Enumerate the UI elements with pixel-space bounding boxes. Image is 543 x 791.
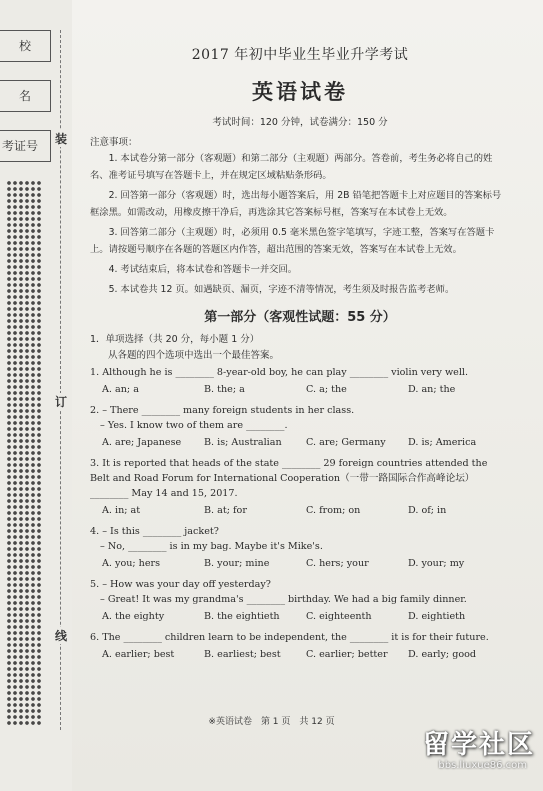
option-row <box>102 609 510 624</box>
section-instruction: 从各题的四个选项中选出一个最佳答案。 <box>108 350 280 361</box>
binding-mark-xian: 线 <box>55 629 68 643</box>
paper-title: 英语试卷 <box>252 79 348 104</box>
answer-option: D. early; good <box>408 649 477 660</box>
binding-mark-zhuang: 装 <box>55 132 68 146</box>
answer-option: C. are; Germany <box>306 437 386 448</box>
question-stem: 1. Although he is ________ 8-year-old boy, he can play ________ violin very well. <box>90 367 469 378</box>
option-row <box>102 382 510 397</box>
question-reply: – No, ________ is in my bag. Maybe it's Mike's. <box>100 541 323 552</box>
answer-option: B. earliest; best <box>204 649 281 660</box>
answer-option: B. your; mine <box>204 558 270 569</box>
question-item <box>90 403 510 450</box>
answer-option: A. the eighty <box>102 611 165 622</box>
answer-option: D. an; the <box>408 384 456 395</box>
notice-item: 1. 本试卷分第一部分（客观题）和第二部分（主观题）两部分。答卷前，考生务必将自己的姓名、准考证号填写在答题卡上，并在规定区域粘贴条形码。 <box>90 153 493 181</box>
name-field: 名 <box>0 80 51 112</box>
answer-option: A. you; hers <box>102 558 161 569</box>
answer-option: C. from; on <box>306 505 361 516</box>
notice-item: 5. 本试卷共 12 页。如遇缺页、漏页，字迹不清等情况，考生须及时报告监考老师。 <box>108 284 455 295</box>
answer-option: C. earlier; better <box>306 649 388 660</box>
answer-option: D. is; America <box>408 437 477 448</box>
answer-option: D. eightieth <box>408 611 466 622</box>
question-reply: – Yes. I know two of them are ________. <box>100 420 288 431</box>
question-reply: – Great! It was my grandma's ________ birthday. We had a big family dinner. <box>100 594 467 605</box>
question-stem: 2. – There ________ many foreign students in her class. <box>90 405 355 416</box>
question-stem: 5. – How was your day off yesterday? <box>90 579 271 590</box>
answer-option: C. a; the <box>306 384 347 395</box>
answer-option: A. earlier; best <box>102 649 175 660</box>
answer-option: D. of; in <box>408 505 447 516</box>
part-title: 第一部分（客观性试题：55 分） <box>204 310 396 325</box>
binding-mark-ding: 订 <box>55 395 68 409</box>
answer-option: B. the; a <box>204 384 245 395</box>
answer-option: A. are; Japanese <box>102 437 182 448</box>
notice-item: 3. 回答第二部分（主观题）时，必须用 0.5 毫米黑色签字笔填写，字迹工整，答案写在答题卡上。请按题号顺序在各题的答题区内作答，超出范围的答案无效，答案写在本试卷上无效。 <box>90 227 495 255</box>
binding-margin <box>0 0 72 791</box>
question-item <box>90 577 510 624</box>
question-list <box>90 365 510 662</box>
answer-option: A. an; a <box>102 384 139 395</box>
answer-option: B. the eightieth <box>204 611 280 622</box>
section-heading: 1．单项选择（共 20 分，每小题 1 分） <box>90 334 260 345</box>
option-row <box>102 503 510 518</box>
watermark-logo: 留学社区 <box>422 730 535 760</box>
question-stem: 6. The ________ children learn to be independent, the ________ it is for their future. <box>90 632 489 643</box>
dot-pattern <box>6 180 42 725</box>
page-footer: ※英语试卷 第 1 页 共 12 页 <box>208 717 335 727</box>
exam-title: 2017 年初中毕业生毕业升学考试 <box>191 47 409 63</box>
question-item <box>90 630 510 662</box>
notice-heading: 注意事项： <box>90 137 138 148</box>
question-stem: 4. – Is this ________ jacket? <box>90 526 219 537</box>
option-row <box>102 435 510 450</box>
question-item <box>90 524 510 571</box>
option-row <box>102 647 510 662</box>
answer-option: C. eighteenth <box>306 611 372 622</box>
question-item <box>90 456 510 518</box>
question-item <box>90 365 510 397</box>
notice-item: 4. 考试结束后，将本试卷和答题卡一并交回。 <box>108 264 298 275</box>
exam-number-field: 考证号 <box>0 130 51 162</box>
answer-option: B. is; Australian <box>204 437 282 448</box>
question-stem: 3. It is reported that heads of the state ________ 29 foreign countries attended the Belt and Road Forum for International Cooperation（一带一路国际合作高峰论坛）________ May 14 and 15, 2017. <box>90 458 488 499</box>
watermark-url: bbs.liuxue86.com <box>438 760 527 771</box>
answer-option: C. hers; your <box>306 558 369 569</box>
answer-option: A. in; at <box>102 505 141 516</box>
school-field: 校 <box>0 30 51 62</box>
notice-section <box>90 134 510 298</box>
notice-item: 2. 回答第一部分（客观题）时，选出每小题答案后，用 2B 铅笔把答题卡上对应题目的答案标号框涂黑。如需改动，用橡皮擦干净后，再选涂其它答案标号框，答案写在本试卷上无效。 <box>90 190 502 218</box>
exam-meta: 考试时间：120 分钟，试卷满分：150 分 <box>212 117 388 128</box>
answer-option: B. at; for <box>204 505 247 516</box>
answer-option: D. your; my <box>408 558 465 569</box>
main-content <box>90 44 510 668</box>
option-row <box>102 556 510 571</box>
